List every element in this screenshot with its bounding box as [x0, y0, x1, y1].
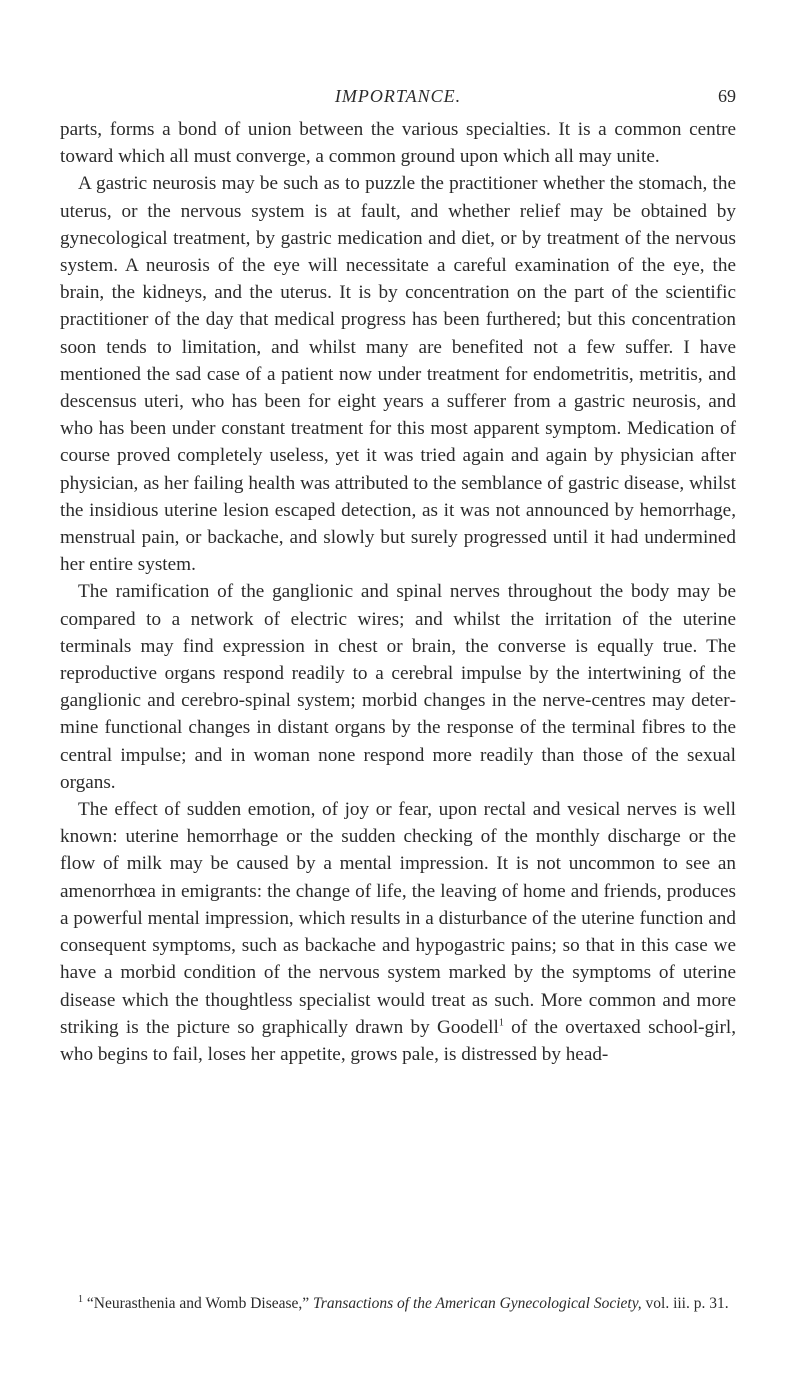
footnotes [60, 1293, 736, 1314]
footnote-text-a: “Neurasthenia and Womb Disease,” [83, 1295, 314, 1312]
paragraph-1: parts, forms a bond of union between the various specialties. It is a common centre toward which all must converge, a common ground upon which all may unite. [60, 119, 736, 168]
paragraph-4-text-a: The effect of sudden emotion, of joy or fear, upon rectal and vesical nerves is well known: uterine hemorrhage or the sudden checking of the monthly discharge or the flow of milk may be caused by a mental impression. It is not uncommon to see an amenorrhœa in emigrants: the change of life, the leaving of home and friends, produces a powerful mental impression, which results in a disturbance of the uterine function and consequent symptoms, such as backache and hypogastric pains; so that in this case we have a morbid condition of the nervous system marked by the symptoms of uterine disease which the thoughtless specialist would treat as such. More common and more striking is the picture so graphically drawn by Goodell [60, 799, 736, 1038]
body-text [60, 116, 736, 1068]
footnote-1 [60, 1293, 736, 1314]
paragraph-2: A gastric neurosis may be such as to puzzle the practitioner whether the stomach, the uterus, or the nervous system is at fault, and whether relief may be obtained by gynecological treatment, by gastric medication and diet, or by treatment of the nervous system. A neurosis of the eye will necessitate a careful examination of the eye, the brain, the kidneys, and the uterus. It is by concentration on the part of the scientific practitioner of the day that medical progress has been furthered; but this concentration soon tends to limitation, and whilst many are benefited not a few suffer. I have mentioned the sad case of a patient now under treatment for endometritis, metritis, and descensus uteri, who has been for eight years a sufferer from a gastric neurosis, and who has been under constant treatment for this most apparent symptom. Medication of course proved completely useless, yet it was tried again and again by physician after physician, as her failing health was attributed to the semblance of gastric disease, whilst the insidious uterine lesion escaped detection, as it was not announced by hemorrhage, menstrual pain, or backache, and slowly but surely progressed until it had undermined her entire system. [60, 173, 736, 576]
footnote-mark: 1 [78, 1293, 83, 1305]
footnote-reference: 1 [498, 1017, 504, 1029]
footnote-journal-title: Transactions of the American Gynecological Society, [313, 1295, 642, 1312]
paragraph-3: The ramification of the ganglionic and spinal nerves throughout the body may be compared to a network of electric wires; and whilst the irritation of the uterine terminals may find expression in chest or brain, the converse is equally true. The reproductive organs respond readily to a cerebral impulse by the intertwining of the ganglionic and cerebro-spinal system; morbid changes in the nerve-centres may determine functional changes in distant organs by the response of the terminal fibres to the central impulse; and in woman none respond more readily than those of the sexual organs. [60, 581, 736, 793]
paragraph-4 [60, 796, 736, 1068]
running-head: IMPORTANCE. [334, 86, 462, 106]
page-header [60, 86, 736, 112]
paragraph-4-text-b: of the overtaxed school-girl, who begins to fail, loses her appetite, grows pale, is distressed by head- [60, 1016, 737, 1065]
page-number: 69 [718, 86, 736, 106]
footnote-text-b: vol. iii. p. 31. [641, 1295, 729, 1312]
